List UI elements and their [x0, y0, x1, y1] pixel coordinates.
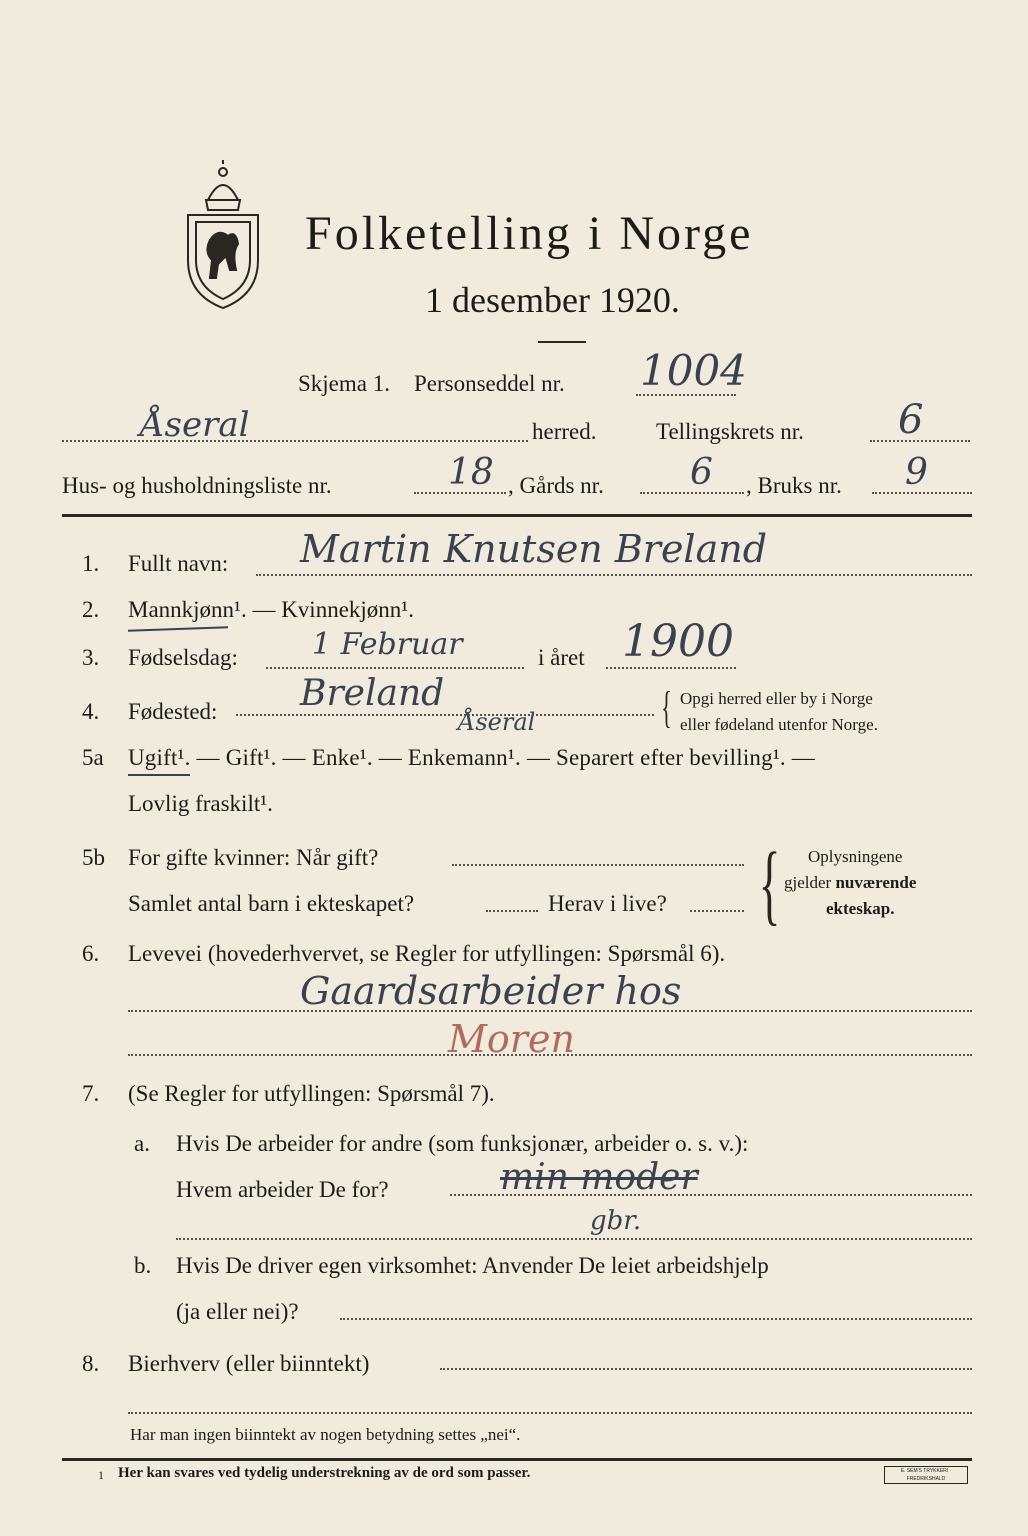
q5b-note-line1: Oplysningene — [808, 847, 903, 866]
q4-note-brace: { — [661, 683, 672, 732]
q5a-line2: Lovlig fraskilt¹. — [128, 791, 273, 816]
q3-number: 3. — [82, 645, 100, 670]
title-divider — [538, 341, 586, 343]
personseddel-line — [636, 394, 736, 396]
printer-stamp — [884, 1466, 968, 1484]
gards-value: 6 — [690, 452, 713, 493]
q4-label: Fødested: — [128, 699, 218, 724]
husholdning-label: Hus- og husholdningsliste nr. — [62, 473, 332, 498]
q5b-note-brace: { — [758, 835, 781, 934]
q8-number: 8. — [82, 1351, 100, 1376]
q5b-line1: For gifte kvinner: Når gift? — [128, 845, 379, 870]
q8-label: Bierhverv (eller biinntekt) — [128, 1351, 370, 1376]
q5b-note-line2b: nuværende — [835, 873, 917, 892]
personseddel-value: 1004 — [640, 346, 747, 395]
herred-line — [62, 440, 528, 442]
q7a-line1: Hvis De arbeider for andre (som funksjonær, arbeider o. s. v.): — [176, 1131, 749, 1156]
tellingskrets-line — [870, 440, 970, 442]
q5b-number: 5b — [82, 845, 105, 870]
q4-number: 4. — [82, 699, 100, 724]
q6-occupation-value-2: Moren — [448, 1017, 575, 1061]
q7a-line — [450, 1194, 972, 1196]
census-date: 1 desember 1920. — [425, 280, 680, 320]
q1-label: Fullt navn: — [128, 551, 229, 576]
q7b-letter: b. — [134, 1253, 152, 1278]
q2-number: 2. — [82, 597, 100, 622]
q3-label: Fødselsdag: — [128, 645, 238, 670]
bruks-line — [872, 492, 972, 494]
q7a-line-2 — [176, 1238, 972, 1240]
footer-divider — [62, 1458, 972, 1461]
q7-number: 7. — [82, 1081, 100, 1106]
q5b-children-line — [486, 910, 538, 912]
husholdning-line — [414, 492, 506, 494]
q6-line2 — [128, 1054, 972, 1056]
q3-day-line — [266, 667, 524, 669]
q4-birthplace-value: Breland — [300, 673, 445, 714]
q7a-employer-value-2: gbr. — [590, 1206, 642, 1236]
tellingskrets-label: Tellingskrets nr. — [656, 419, 804, 444]
form-title: Folketelling i Norge — [305, 207, 754, 260]
tellingskrets-value: 6 — [898, 397, 924, 443]
q5b-note-line3: ekteskap. — [826, 899, 895, 918]
q3-year-line — [606, 667, 736, 669]
q1-full-name-value: Martin Knutsen Breland — [300, 527, 768, 571]
q5b-note-line2a: gjelder — [784, 873, 836, 892]
q5a-number: 5a — [82, 745, 104, 770]
q3-year-label: i året — [538, 645, 585, 670]
coat-of-arms-emblem — [178, 160, 268, 310]
q7a-letter: a. — [134, 1131, 150, 1156]
herred-label: herred. — [532, 419, 597, 444]
q8-line — [440, 1368, 972, 1370]
q6-number: 6. — [82, 941, 100, 966]
q6-label: Levevei (hovederhvervet, se Regler for utfyllingen: Spørsmål 6). — [128, 941, 726, 966]
gards-line — [640, 492, 744, 494]
q2-label: Mannkjønn¹. — Kvinnekjønn¹. — [128, 597, 414, 622]
q3-year-value: 1900 — [622, 616, 734, 667]
q8-line-2 — [128, 1412, 972, 1414]
header-divider — [62, 514, 972, 517]
q4-line — [236, 714, 654, 716]
q1-number: 1. — [82, 551, 100, 576]
q5b-married-line — [452, 864, 744, 866]
q5a-line1: Ugift¹. — Gift¹. — Enke¹. — Enkemann¹. — Separert efter bevilling¹. — — [128, 745, 816, 770]
q7a-line2: Hvem arbeider De for? — [176, 1177, 389, 1202]
q4-note-line1: Opgi herred eller by i Norge — [680, 689, 873, 708]
footer-note: Har man ingen biinntekt av nogen betydning settes „nei“. — [130, 1425, 521, 1444]
personseddel-label: Personseddel nr. — [414, 371, 565, 396]
q2-mannkjonn-underline — [128, 626, 228, 631]
husholdning-value: 18 — [448, 452, 494, 493]
footnote-number: 1 — [98, 1468, 104, 1482]
q7a-employer-value: min moder — [500, 1157, 698, 1198]
footnote-text: Her kan svares ved tydelig understrekning av de ord som passer. — [118, 1465, 531, 1481]
q7b-line1: Hvis De driver egen virksomhet: Anvender De leiet arbeidshjelp — [176, 1253, 769, 1278]
bruks-label: , Bruks nr. — [746, 473, 842, 498]
bruks-value: 9 — [905, 452, 928, 493]
q3-day-value: 1 Februar — [312, 627, 463, 662]
schema-label: Skjema 1. — [298, 371, 390, 396]
q1-line — [256, 574, 972, 576]
q7b-line — [340, 1318, 972, 1320]
q7-label: (Se Regler for utfyllingen: Spørsmål 7). — [128, 1081, 495, 1106]
q5b-note-line2 — [784, 874, 916, 891]
herred-value: Åseral — [140, 405, 250, 445]
q6-line1 — [128, 1010, 972, 1012]
q4-note-line2: eller fødeland utenfor Norge. — [680, 715, 878, 734]
printer-stamp-text: E. SEM'S TRYKKERI · FREDRIKSHALD — [900, 1468, 952, 1482]
q5b-children-label: Samlet antal barn i ekteskapet? — [128, 891, 415, 916]
q5a-ugift-underline — [128, 774, 190, 776]
q4-birthplace-value-2: Åseral — [458, 708, 536, 736]
q6-occupation-value: Gaardsarbeider hos — [300, 969, 682, 1013]
gards-label: , Gårds nr. — [508, 473, 604, 498]
q7b-line2: (ja eller nei)? — [176, 1299, 299, 1324]
q5b-alive-line — [690, 910, 744, 912]
q5b-alive-label: Herav i live? — [548, 891, 667, 916]
